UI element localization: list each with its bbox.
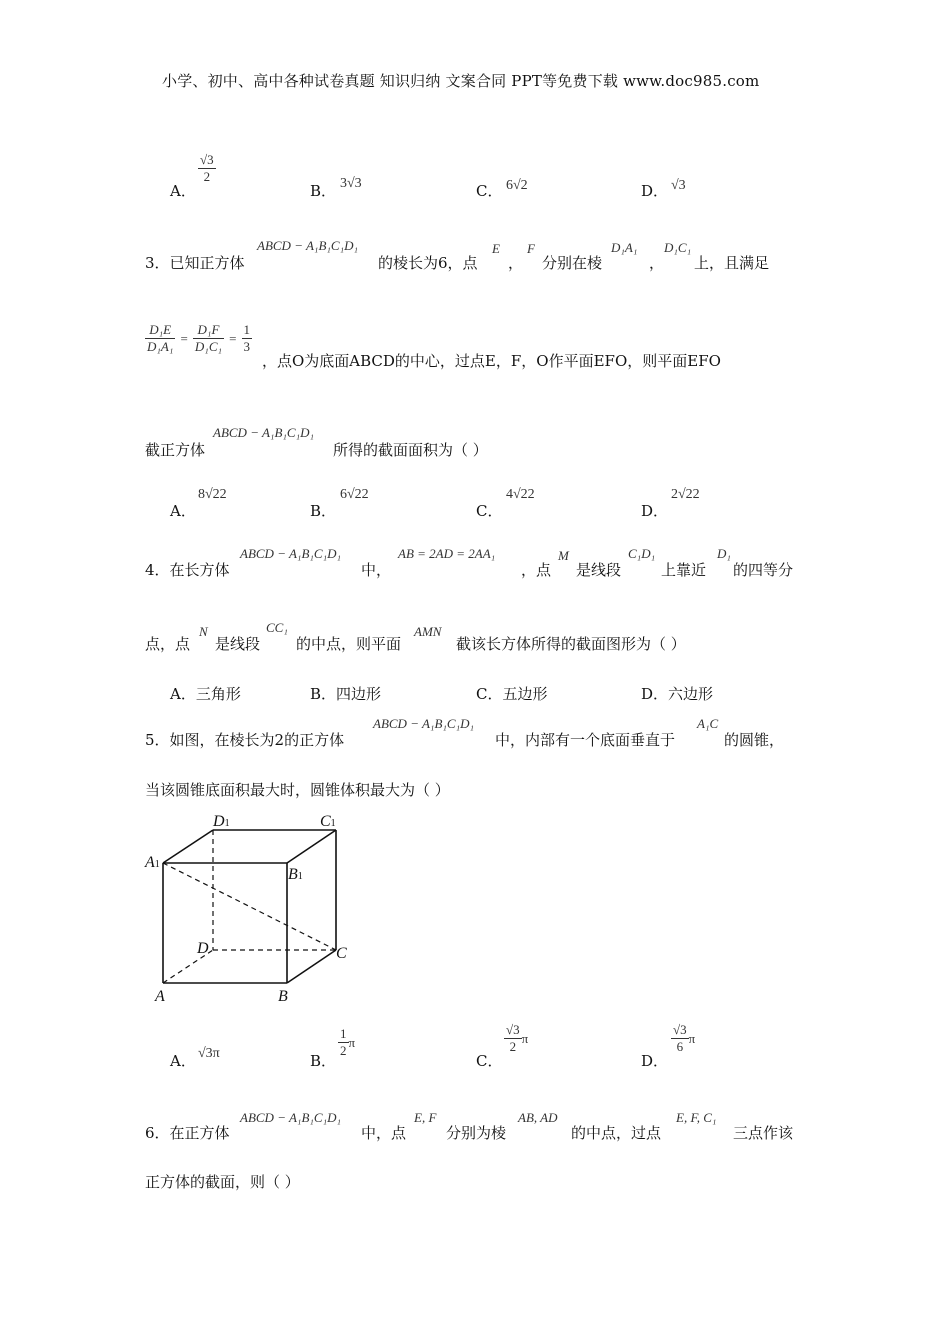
q4-math-cuboid: ABCD − A₁B₁C₁D₁ — [240, 546, 341, 561]
q3-option-c-value: 4√22 — [506, 487, 535, 502]
q3-option-b-label: B． — [310, 502, 337, 520]
q4-text-2: 中， — [361, 561, 392, 579]
q4-text-9: 的中点，则平面 — [296, 635, 402, 653]
q6-math-cube: ABCD − A₁B₁C₁D₁ — [240, 1110, 341, 1125]
q2-option-b-value: 3√3 — [340, 176, 362, 191]
q5-option-c-value: $\frac{√3}{2}$ π — [506, 1022, 529, 1054]
q2-option-d-value: √3 — [671, 178, 686, 193]
q3-math-e: E — [492, 241, 500, 256]
q5-option-a-value: √3π — [198, 1046, 220, 1061]
q3-text-4: 分别在棱 — [542, 254, 603, 272]
q4-math-relation: AB = 2AD = 2AA₁ — [398, 546, 496, 561]
q5-text-4: 当该圆锥底面积最大时，圆锥体积最大为（ ） — [145, 781, 450, 799]
q3-text-9: 所得的截面面积为（ ） — [333, 441, 488, 459]
q5-option-c-label: C． — [476, 1052, 503, 1070]
q3-option-d-label: D． — [641, 502, 669, 520]
q5-text-3: 的圆锥， — [724, 731, 785, 749]
q4-text-6: 的四等分 — [733, 561, 794, 579]
label-b1: B1 — [288, 866, 303, 883]
q5-math-cube: ABCD − A₁B₁C₁D₁ — [373, 716, 474, 731]
q3-text-6: 上，且满足 — [694, 254, 770, 272]
q4-math-amn: AMN — [414, 624, 442, 639]
q4-math-c1d1: C₁D₁ — [628, 546, 656, 561]
label-c1: C1 — [320, 813, 336, 830]
q3-option-b-value: 6√22 — [340, 487, 369, 502]
q5-math-a1c: A₁C — [697, 716, 719, 731]
q3-option-a-label: A． — [170, 502, 196, 520]
edge-bc — [287, 950, 336, 983]
label-b: B — [278, 988, 288, 1005]
q4-option-d: D．六边形 — [641, 685, 714, 703]
q4-text-1: 4．在长方体 — [145, 561, 230, 579]
q5-text-2: 中，内部有一个底面垂直于 — [495, 731, 676, 749]
q6-text-2: 中，点 — [361, 1124, 407, 1142]
q4-text-8: 是线段 — [215, 635, 261, 653]
label-d: D — [197, 940, 209, 957]
q3-math-cube: ABCD − A₁B₁C₁D₁ — [257, 238, 358, 253]
q4-text-5: 上靠近 — [661, 561, 707, 579]
q3-math-d1a1: D₁A₁ — [611, 240, 638, 255]
label-a1: A1 — [145, 854, 160, 871]
q6-math-ef: E, F — [414, 1110, 437, 1125]
q3-option-a-value: 8√22 — [198, 487, 227, 502]
q3-text-3: ， — [508, 254, 524, 272]
q4-math-m: M — [558, 548, 569, 563]
q5-option-b-label: B． — [310, 1052, 337, 1070]
q3-math-cube-2: ABCD − A₁B₁C₁D₁ — [213, 425, 314, 440]
q3-option-d-value: 2√22 — [671, 487, 700, 502]
q4-option-c: C．五边形 — [476, 685, 548, 703]
q6-text-5: 三点作该 — [733, 1124, 794, 1142]
q4-text-10: 截该长方体所得的截面图形为（ ） — [456, 635, 686, 653]
q2-option-a-label: A． — [170, 182, 196, 200]
q2-option-b-label: B． — [310, 182, 337, 200]
q4-math-n: N — [199, 624, 208, 639]
q6-text-4: 的中点，过点 — [571, 1124, 662, 1142]
q3-text-2: 的棱长为6，点 — [378, 254, 478, 272]
q2-option-d-label: D． — [641, 182, 669, 200]
q3-equation: $\frac{\text{D₁E}}{\text{D₁A₁}}$ = $\frac{\text{D₁F}}{\text{D₁C₁}}$ = $\frac{1}{3}$ — [147, 322, 251, 354]
q3-text-5: ， — [649, 254, 665, 272]
q5-option-d-label: D． — [641, 1052, 669, 1070]
cube-figure — [140, 805, 370, 1010]
q3-text-8: 截正方体 — [145, 441, 206, 459]
q4-math-d1: D₁ — [717, 546, 731, 561]
q6-math-efc1: E, F, C₁ — [676, 1110, 717, 1125]
q5-option-a-label: A． — [170, 1052, 196, 1070]
q3-math-d1c1: D₁C₁ — [664, 240, 692, 255]
q2-option-a-fraction: $\frac{√3}{2}$ — [200, 152, 214, 184]
q5-text-1: 5．如图，在棱长为2的正方体 — [145, 731, 345, 749]
edge-b1c1 — [287, 830, 336, 863]
q2-option-c-label: C． — [476, 182, 503, 200]
q5-option-b-value: $\frac{1}{2}$ π — [340, 1026, 356, 1058]
q6-text-3: 分别为棱 — [446, 1124, 507, 1142]
page-header: 小学、初中、高中各种试卷真题 知识归纳 文案合同 PPT等免费下载 www.doc985.com — [162, 72, 760, 90]
q3-option-c-label: C． — [476, 502, 503, 520]
q6-text-1: 6．在正方体 — [145, 1124, 230, 1142]
q3-math-f: F — [527, 241, 535, 256]
q4-text-4: 是线段 — [576, 561, 622, 579]
q4-text-3: ，点 — [521, 561, 552, 579]
q4-option-a: A．三角形 — [170, 685, 241, 703]
label-c: C — [336, 945, 347, 962]
q4-math-cc1: CC₁ — [266, 620, 288, 635]
q2-option-c-value: 6√2 — [506, 178, 528, 193]
diagonal-a1c — [163, 863, 336, 950]
label-a: A — [155, 988, 165, 1005]
label-d1: D1 — [213, 813, 230, 830]
q4-option-b: B．四边形 — [310, 685, 382, 703]
q6-math-ab-ad: AB, AD — [518, 1110, 558, 1125]
q3-text-7: ，点O为底面ABCD的中心，过点E，F，O作平面EFO，则平面EFO — [262, 352, 721, 370]
edge-a1d1 — [163, 830, 213, 863]
q4-text-7: 点，点 — [145, 635, 191, 653]
q5-option-d-value: $\frac{√3}{6}$ π — [673, 1022, 696, 1054]
q6-text-6: 正方体的截面，则（ ） — [145, 1173, 300, 1191]
q3-text-1: 3．已知正方体 — [145, 254, 245, 272]
